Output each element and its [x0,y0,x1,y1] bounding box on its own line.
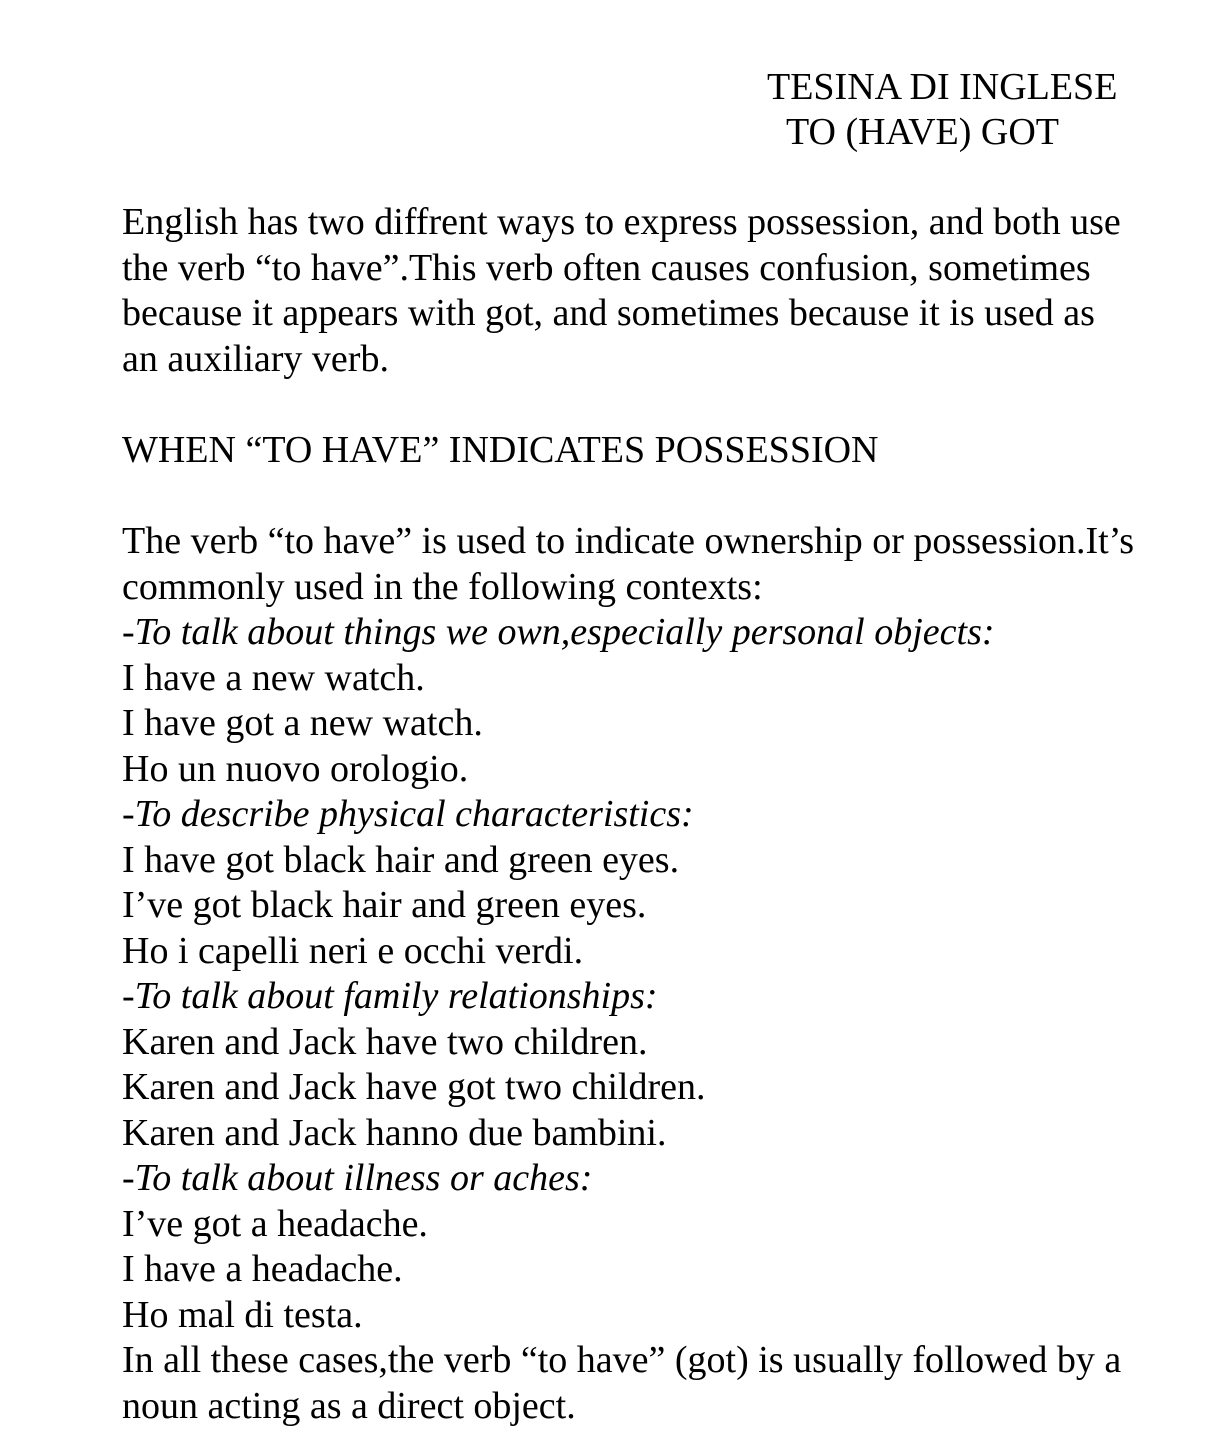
example-line: I’ve got black hair and green eyes. [122,884,647,926]
context-dash: - [122,1157,135,1199]
example-line: I have a headache. [122,1248,403,1290]
lead-line: commonly used in the following contexts: [122,565,763,608]
example-line: Ho i capelli neri e occhi verdi. [122,929,584,972]
context-heading [122,1156,1182,1202]
example-line: I’ve got a headache. [122,1202,428,1245]
example-line: Karen and Jack have got two children. [122,1066,706,1108]
lead-line: The verb “to have” is used to indicate ownership or possession.It’s [122,520,1135,562]
context-heading [122,792,1182,838]
conclusion-line: noun acting as a direct object. [122,1384,576,1427]
intro-line: the verb “to have”.This verb often causes confusion, sometimes [122,246,1091,289]
context-heading [122,974,1182,1020]
document-title: TESINA DI INGLESE [767,66,1118,108]
intro-line: because it appears with got, and sometimes because it is used as [122,292,1095,334]
example-line: Ho un nuovo orologio. [122,747,469,790]
intro-line: an auxiliary verb. [122,337,389,380]
example-line: I have got black hair and green eyes. [122,838,680,881]
section-content [122,519,1182,1429]
context-heading [122,610,1182,656]
example-line: Karen and Jack have two children. [122,1020,648,1063]
context-heading-text: To describe physical characteristics: [134,793,694,835]
document-subtitle: TO (HAVE) GOT [786,111,1060,153]
context-heading-text: To talk about family relationships: [134,975,658,1017]
intro-paragraph [122,200,1182,382]
example-line: Ho mal di testa. [122,1293,363,1336]
context-dash: - [122,611,135,653]
context-heading-text: To talk about things we own,especially personal objects: [134,611,995,653]
context-heading-text: To talk about illness or aches: [134,1157,593,1199]
conclusion-line: In all these cases,the verb “to have” (got) is usually followed by a [122,1339,1122,1381]
example-line: I have a new watch. [122,656,425,699]
example-line: Karen and Jack hanno due bambini. [122,1111,667,1154]
example-line: I have got a new watch. [122,702,483,744]
context-dash: - [122,975,135,1017]
context-dash: - [122,793,135,835]
intro-line: English has two diffrent ways to express possession, and both use [122,201,1121,243]
section-heading: WHEN “TO HAVE” INDICATES POSSESSION [122,429,879,471]
